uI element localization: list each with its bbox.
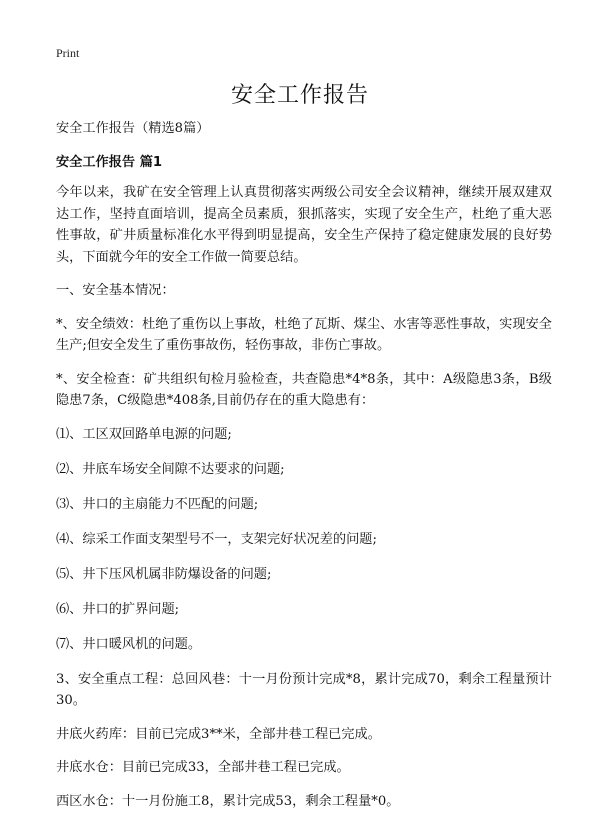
section-heading: 安全工作报告 篇1 [56,154,163,170]
safety-inspection-paragraph: *、安全检查：矿共组织旬检月验检查，共查隐患*4*8条，其中：A级隐患3条，B级隐患7条，C级隐患*408条,目前仍存在的重大隐患有： [56,371,552,408]
bottom-water-sump-paragraph: 井底水仓：目前已完成33，全部井巷工程已完成。 [56,760,350,775]
hazard-item: ⑷、综采工作面支架型号不一，支架完好状况差的问题; [56,531,377,547]
hazard-item: ⑵、井底车场安全间隙不达要求的问题; [56,461,285,477]
part1-heading: 一、安全基本情况： [56,283,175,298]
document-body [56,118,552,824]
hazard-item: ⑺、井口暖风机的问题。 [56,636,202,652]
hazard-item: ⑴、工区双回路单电源的问题; [56,426,232,442]
safety-performance-paragraph: *、安全绩效：杜绝了重伤以上事故，杜绝了瓦斯、煤尘、水害等恶性事故，实现安全生产;但安全发生了重伤事故伤，轻伤事故，非伤亡事故。 [56,316,552,353]
document-title: 安全工作报告 [230,83,369,108]
hazard-item: ⑶、井口的主扇能力不匹配的问题; [56,496,259,512]
print-label: Print [56,46,80,60]
west-water-sump-paragraph: 西区水仓：十一月份施工8，累计完成53，剩余工程量*0。 [56,793,400,809]
hazard-item: ⑹、井口的扩界问题; [56,601,180,617]
explosive-store-paragraph: 井底火药库：目前已完成3**米，全部井巷工程已完成。 [56,726,381,742]
document-subtitle: 安全工作报告（精选8篇） [56,121,210,136]
hazard-item: ⑸、井下压风机属非防爆设备的问题; [56,566,272,582]
intro-paragraph: 今年以来，我矿在安全管理上认真贯彻落实两级公司安全会议精神，继续开展双建双达工作，坚持直面培训，提高全员素质，狠抓落实，实现了安全生产，杜绝了重大恶性事故，矿井质量标准化水平得到明显提高，安全生产保持了稳定健康发展的良好势头，下面就今年的安全工作做一简要总结。 [56,185,552,265]
key-projects-paragraph: 3、安全重点工程：总回风巷：十一月份预计完成*8，累计完成70，剩余工程量预计30。 [56,671,552,708]
